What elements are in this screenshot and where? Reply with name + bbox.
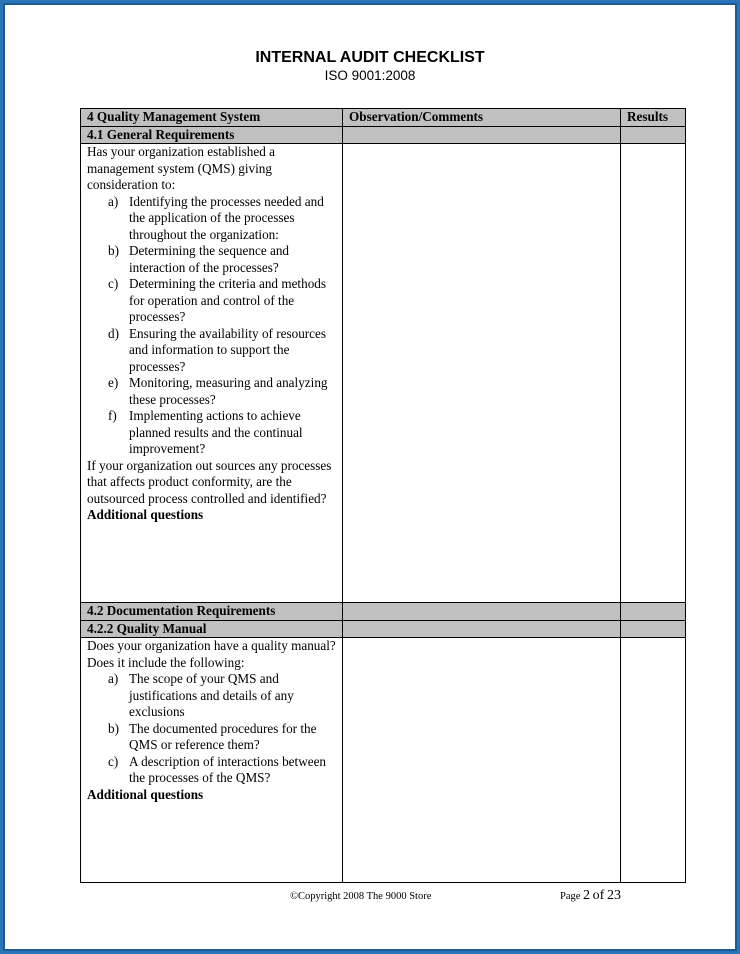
section-heading-row bbox=[81, 126, 686, 144]
list-item: b) Determining the sequence and interaction of the processes? bbox=[108, 243, 290, 275]
document-subtitle: ISO 9001:2008 bbox=[324, 68, 416, 83]
column-header-results: Results bbox=[621, 109, 686, 127]
question-intro: Has your organization established a management system (QMS) giving consideration to: bbox=[87, 144, 275, 192]
section-heading-4-2-2: 4.2.2 Quality Manual bbox=[81, 620, 343, 638]
list-item: b) The documented procedures for the QMS or reference them? bbox=[108, 720, 317, 752]
section-heading-4-2: 4.2 Documentation Requirements bbox=[81, 603, 343, 621]
page-of: of bbox=[592, 888, 605, 903]
audit-checklist-table bbox=[80, 108, 686, 883]
footer-page-number bbox=[560, 888, 621, 904]
additional-questions-label: Additional questions bbox=[87, 786, 204, 802]
page-label: Page bbox=[560, 891, 581, 902]
list-item: a) The scope of your QMS and justifications and details of any exclusions bbox=[108, 671, 294, 719]
footer-copyright: ©Copyright 2008 The 9000 Store bbox=[290, 891, 432, 902]
observation-cell[interactable] bbox=[343, 144, 621, 603]
list-item: c) Determining the criteria and methods for operation and control of the processes? bbox=[108, 276, 327, 324]
section-heading-4-1: 4.1 General Requirements bbox=[81, 126, 343, 144]
results-cell[interactable] bbox=[621, 144, 686, 603]
additional-questions-label: Additional questions bbox=[87, 507, 204, 522]
column-header-observation: Observation/Comments bbox=[343, 109, 621, 127]
list-item: a) Identifying the processes needed and the application of the processes throughout the organization: bbox=[108, 193, 324, 242]
column-header-qms: 4 Quality Management System bbox=[81, 109, 343, 127]
outsource-question: If your organization out sources any processes that affects product conformity, are the outsourced process controlled and identified? bbox=[87, 457, 332, 506]
table-header-row bbox=[81, 109, 686, 127]
list-item: d) Ensuring the availability of resources and information to support the processes? bbox=[108, 325, 327, 374]
question-intro: Does your organization have a quality manual? Does it include the following: bbox=[87, 638, 336, 670]
observation-cell[interactable] bbox=[343, 638, 621, 883]
page-current: 2 bbox=[583, 888, 591, 903]
list-item: f) Implementing actions to achieve planned results and the continual improvement? bbox=[108, 408, 303, 456]
question-cell-4-2-2 bbox=[81, 638, 343, 883]
list-item: c) A description of interactions between the processes of the QMS? bbox=[108, 753, 327, 785]
table-row bbox=[81, 144, 686, 603]
list-item: e) Monitoring, measuring and analyzing these processes? bbox=[108, 375, 328, 407]
table-row bbox=[81, 638, 686, 883]
question-list bbox=[87, 194, 336, 458]
section-heading-row bbox=[81, 603, 686, 621]
document-title: INTERNAL AUDIT CHECKLIST bbox=[255, 49, 485, 66]
question-cell-4-1 bbox=[81, 144, 343, 603]
question-list bbox=[87, 671, 336, 787]
section-heading-row bbox=[81, 620, 686, 638]
results-cell[interactable] bbox=[621, 638, 686, 883]
page-total: 23 bbox=[606, 888, 621, 903]
